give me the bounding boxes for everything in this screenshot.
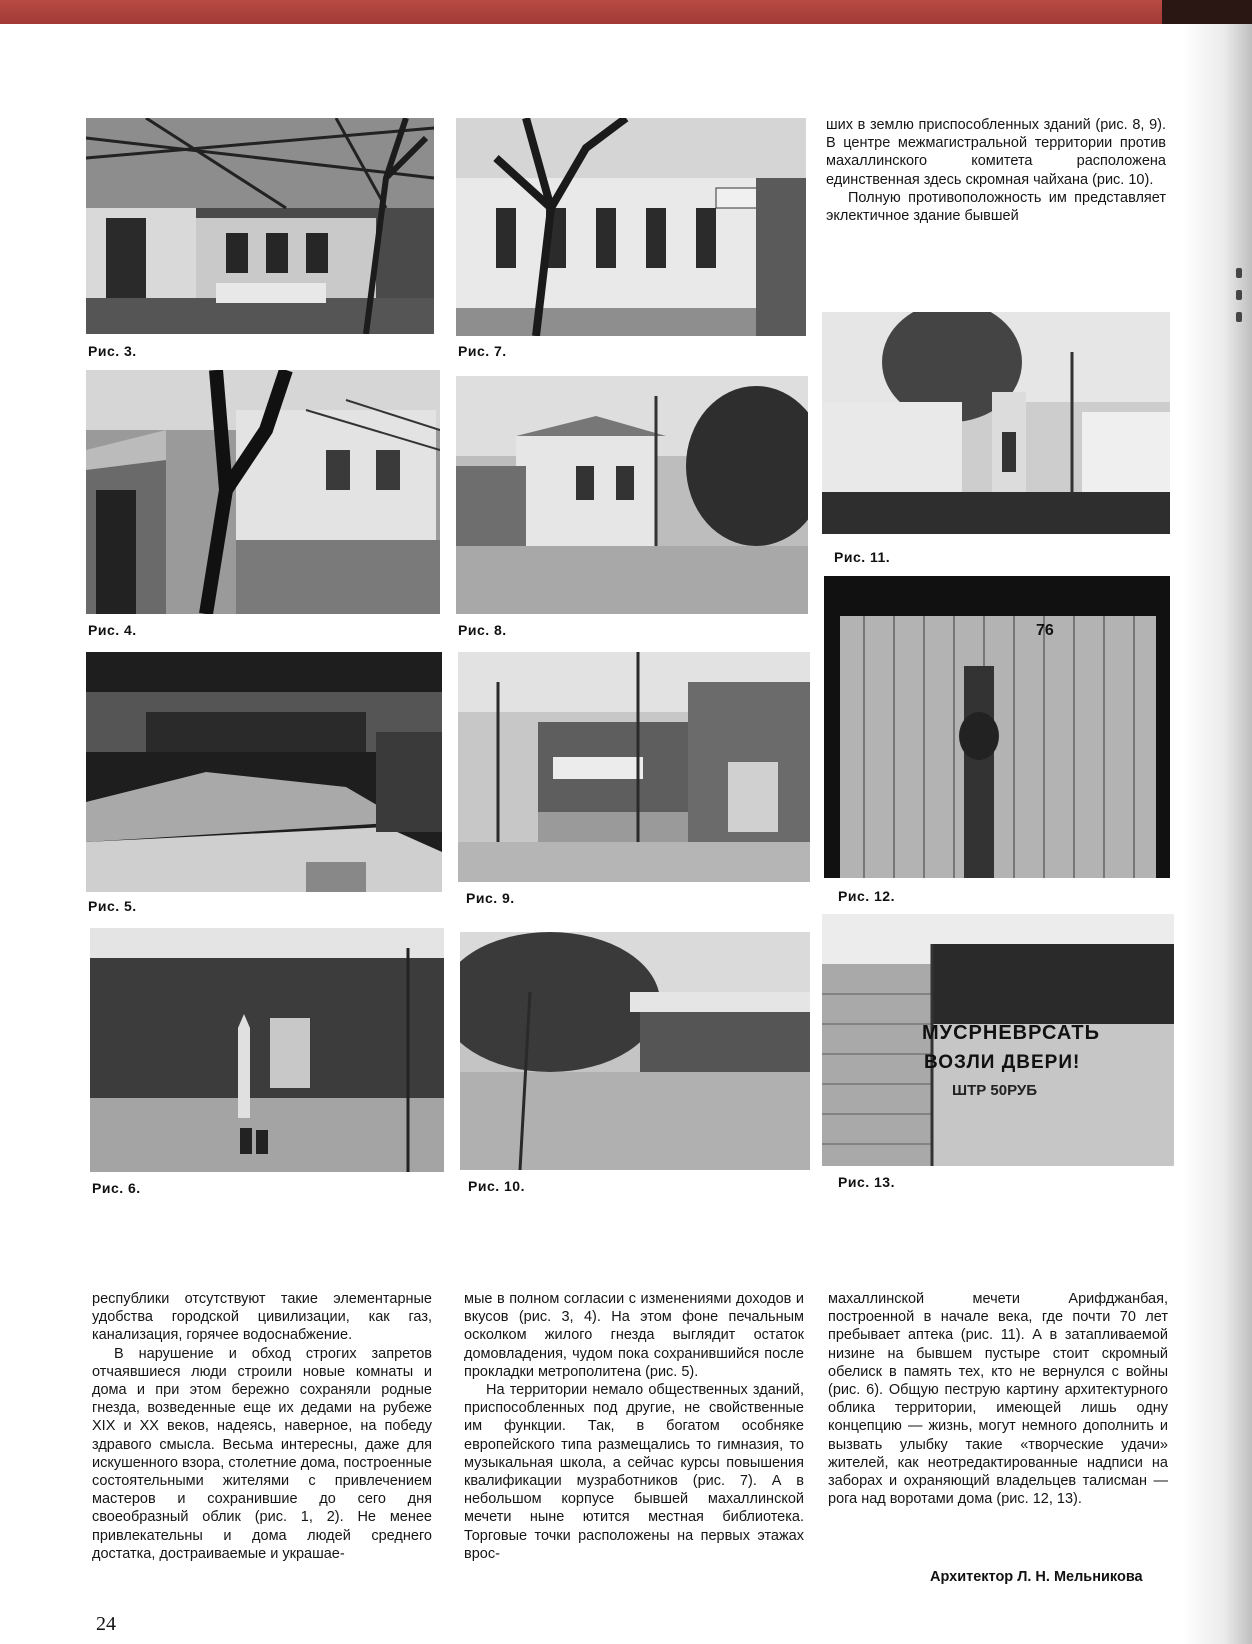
paragraph: махаллинской мечети Арифджанбая, построенной в начале века, где почти 70 лет пребывает аптека (рис. 11). А в затапливаемой низине на бывшем пустыре стоит скромный обелиск в память тех, кто не вернулся с войны (рис. 6). Общую пеструю картину архитектурного облика территории, имеющей лишь одну концепцию — жизнь, могут немного дополнить и вызвать улыбку такие «творческие удачи» жителей, как неотредактированные надписи на заборах и охраняющий владельцев талисман — рога над воротами дома (рис. 12, 13). [828, 1291, 1168, 1508]
caption-fig12: Рис. 12. [838, 888, 895, 904]
photo-fig10-chaikhana [460, 932, 810, 1170]
photo-fig5-rooftops [86, 652, 442, 892]
caption-fig6: Рис. 6. [92, 1180, 141, 1196]
caption-fig8: Рис. 8. [458, 622, 507, 638]
photo-fig3-courtyard [86, 118, 434, 334]
caption-fig10: Рис. 10. [468, 1178, 525, 1194]
caption-fig5: Рис. 5. [88, 898, 137, 914]
page-top-red-strip [0, 0, 1252, 24]
edge-mark [1236, 268, 1242, 278]
caption-fig11: Рис. 11. [834, 549, 891, 565]
gate-house-number: 76 [1036, 622, 1054, 639]
graffiti-line-2: ВОЗЛИ ДВЕРИ! [924, 1052, 1081, 1073]
photo-fig4-house [86, 370, 440, 614]
graffiti-line-3: ШТР 50РУБ [952, 1082, 1038, 1099]
photo-fig11-mosque [822, 312, 1170, 534]
caption-fig4: Рис. 4. [88, 622, 137, 638]
text-column-2 [464, 1290, 804, 1563]
paragraph: В нарушение и обход строгих запретов отчаявшиеся люди строили новые комнаты и дома и при этом бережно сохраняли родные гнезда, возведенные еще их дедами на рубеже XIX и XX веков, надеясь, наверное, на победу здравого смысла. Весьма интересны, даже для искушенного взора, столетние дома, построенные состоятельными жителями с привлечением мастеров и сохранившие до сего дня своеобразный облик (рис. 1, 2). Не менее привлекательны и дома людей среднего достатка, достраиваемые и украшае- [92, 1345, 432, 1562]
graffiti-line-1: МУСРНЕВРСАТЬ [922, 1022, 1100, 1044]
caption-fig9: Рис. 9. [466, 890, 515, 906]
photo-fig9-shops [458, 652, 810, 882]
photo-fig12-gate [824, 576, 1170, 878]
edge-mark [1236, 290, 1242, 300]
photo-fig7-mansion [456, 118, 806, 336]
paragraph: Полную противоположность им представляет эклектичное здание бывшей [826, 189, 1166, 225]
text-column-3 [828, 1290, 1168, 1508]
edge-mark [1236, 312, 1242, 322]
caption-fig7: Рис. 7. [458, 343, 507, 359]
caption-fig3: Рис. 3. [88, 343, 137, 359]
paragraph: мые в полном согласии с изменениями доходов и вкусов (рис. 3, 4). На этом фоне печальным осколком жилого гнезда выглядит остаток домовладения, чудом пока сохранившийся после прокладки метрополитена (рис. 5). [464, 1291, 804, 1380]
photo-fig6-obelisk [90, 928, 444, 1172]
page-top-dark-strip [1162, 0, 1252, 24]
paragraph: республики отсутствуют такие элементарные удобства городской цивилизации, как газ, канализация, горячее водоснабжение. [92, 1291, 432, 1344]
text-column-top-right [826, 116, 1166, 225]
paragraph: ших в землю приспособленных зданий (рис. 8, 9). В центре межмагистральной территории против махаллинского комитета расположена единственная здесь скромная чайхана (рис. 10). [826, 117, 1166, 188]
photo-fig8-street [456, 376, 808, 614]
page-binding-shadow [1182, 24, 1252, 1644]
paragraph: На территории немало общественных зданий, приспособленных под другие, не свойственные им функции. Так, в богатом особняке европейского типа размещались то гимназия, то музыкальная школа, а сейчас курсы повышения квалификации музработников (рис. 7). А в небольшом корпусе бывшей махаллинской мечети ныне ютится местная библиотека. Торговые точки расположены на первых этажах врос- [464, 1382, 804, 1562]
caption-fig13: Рис. 13. [838, 1174, 895, 1190]
text-column-1 [92, 1290, 432, 1563]
author-signature: Архитектор Л. Н. Мельникова [930, 1569, 1143, 1585]
photo-fig13-graffiti-wall [822, 914, 1174, 1166]
page-number: 24 [96, 1613, 116, 1635]
